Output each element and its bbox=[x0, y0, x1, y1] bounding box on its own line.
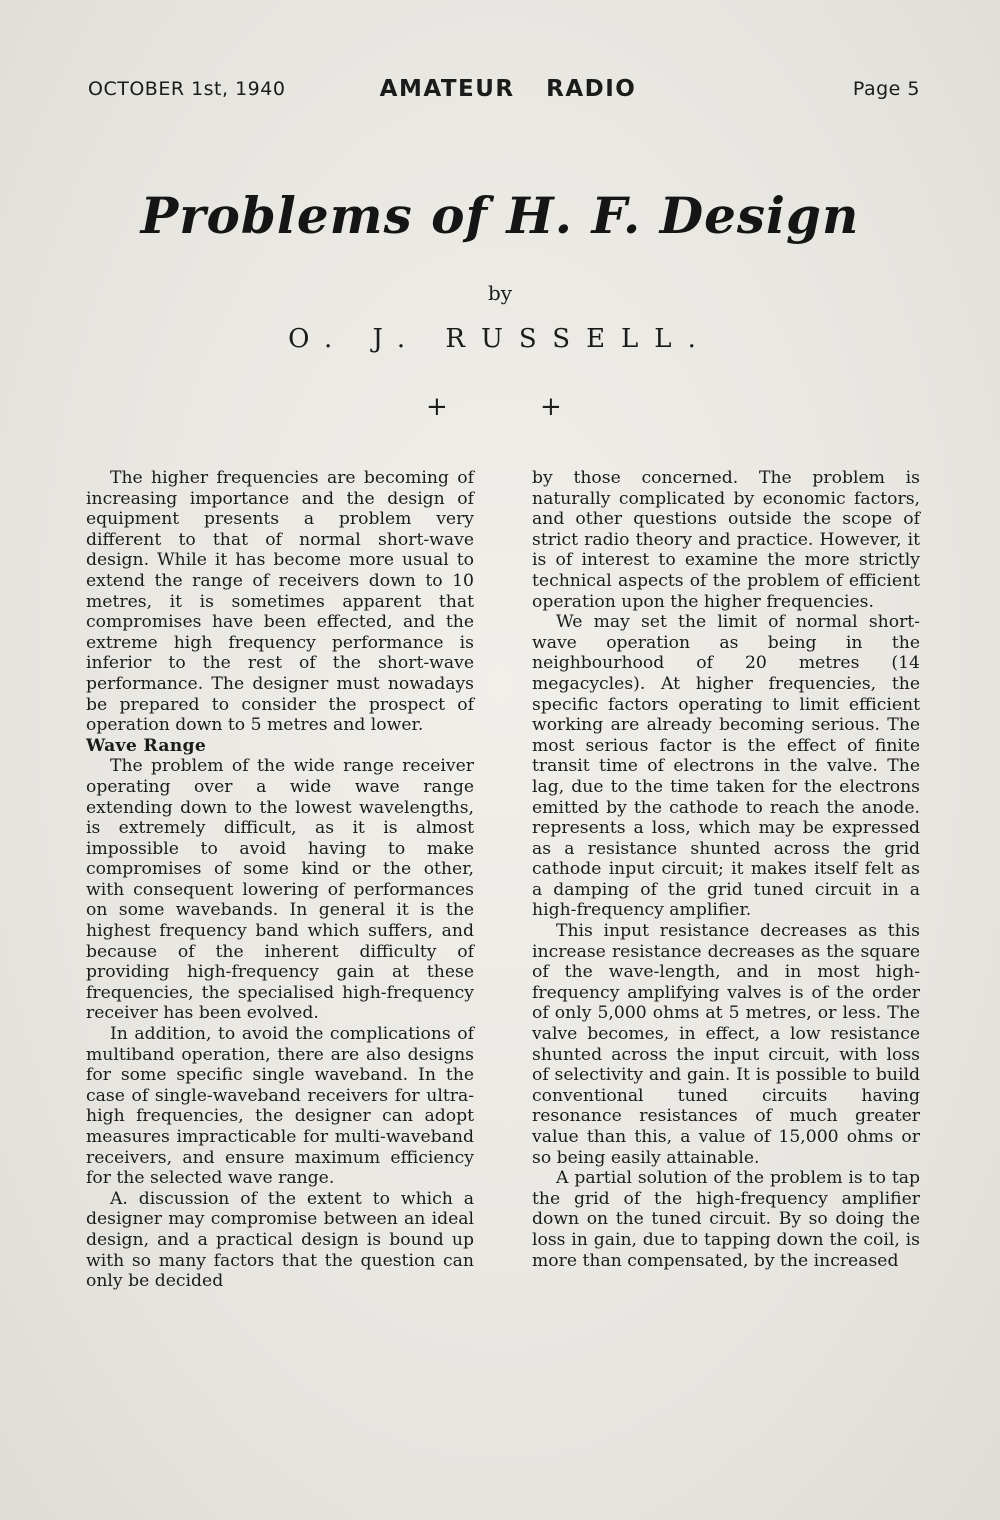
right-column bbox=[532, 468, 920, 1271]
author-name: O. J. RUSSELL. bbox=[288, 324, 712, 354]
paragraph: This input resistance decreases as this increase resistance decreases as the square of the wave-length, and in most high-frequency amplifying valves is of the order of only 5,000 ohms at 5 metres, or less. The valve becomes, in effect, a low resistance shunted across the input circuit, with loss of selectivity and gain. It is possible to build conventional tuned circuits having resonance resistances of much greater value than this, a value of 15,000 ohms or so being easily attainable. bbox=[532, 921, 920, 1168]
publication-name: AMATEUR RADIO bbox=[379, 76, 637, 102]
ornament-cross-left: + bbox=[426, 392, 448, 422]
ornament-cross-right: + bbox=[540, 392, 562, 422]
left-column bbox=[86, 468, 474, 1292]
section-heading-wave-range: Wave Range bbox=[86, 735, 207, 756]
paragraph: The problem of the wide range receiver operating over a wide wave range extending down to the lowest wavelengths, is extremely difficult, as it is almost impossible to avoid having to make compromises of some kind or the other, with consequent lowering of performances on some wavebands. In general it is the highest frequency band which suffers, and because of the inherent difficulty of providing high-frequency gain at these frequencies, the specialised high-frequency receiver has been evolved. bbox=[86, 756, 474, 1024]
paragraph-intro: The higher frequencies are becoming of increasing importance and the design of equipment presents a problem very different to that of normal short-wave design. While it has become more usual to extend the range of receivers down to 10 metres, it is sometimes apparent that compromises have been effected, and the extreme high frequency performance is inferior to the rest of the short-wave performance. The designer must nowadays be prepared to consider the prospect of operation down to 5 metres and lower. bbox=[86, 468, 474, 736]
paragraph: A partial solution of the problem is to tap the grid of the high-frequency amplifier down on the tuned circuit. By so doing the loss in gain, due to tapping down the coil, is more than compensated, by the increased bbox=[532, 1168, 920, 1271]
page-number: Page 5 bbox=[852, 78, 920, 100]
paragraph: A. discussion of the extent to which a designer may compromise between an ideal design, and a practical design is bound up with so many factors that the question can only be decided bbox=[86, 1188, 474, 1292]
section-ornament bbox=[380, 392, 620, 422]
issue-date: OCTOBER 1st, 1940 bbox=[88, 78, 286, 100]
byline: by bbox=[487, 281, 513, 305]
paragraph-continued: by those concerned. The problem is naturally complicated by economic factors, and other questions outside the scope of strict radio theory and practice. However, it is of interest to examine the more strictly technical aspects of the problem of efficient operation upon the higher frequencies. bbox=[532, 468, 920, 612]
article-title: Problems of H. F. Design bbox=[140, 186, 860, 245]
paragraph: We may set the limit of normal short-wave operation as being in the neighbourhood of 20 metres (14 megacycles). At higher frequencies, the specific factors operating to limit efficient working are already becoming serious. The most serious factor is the effect of finite transit time of electrons in the valve. The lag, due to the time taken for the electrons emitted by the cathode to reach the anode. represents a loss, which may be expressed as a resistance shunted across the grid cathode input circuit; it makes itself felt as a damping of the grid tuned circuit in a high-frequency amplifier. bbox=[532, 612, 920, 921]
paragraph: In addition, to avoid the complications of multiband operation, there are also designs for some specific single waveband. In the case of single-waveband receivers for ultra-high frequencies, the designer can adopt measures impracticable for multi-waveband receivers, and ensure maximum efficiency for the selected wave range. bbox=[86, 1024, 474, 1189]
running-header bbox=[88, 78, 920, 108]
